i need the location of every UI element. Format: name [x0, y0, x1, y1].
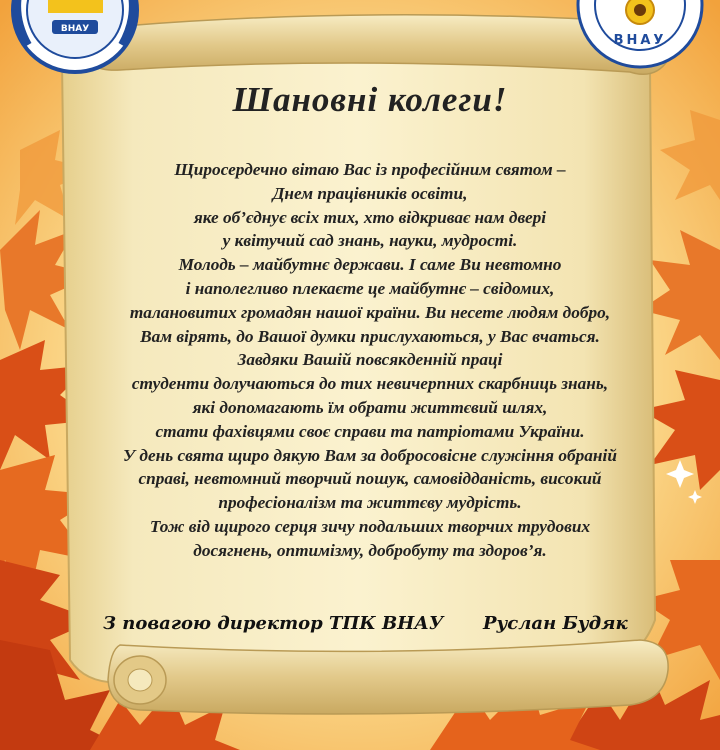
greeting-title: Шановні колеги! — [232, 80, 508, 119]
greeting-line: професіоналізм та життєву мудрість. — [218, 493, 522, 513]
left-emblem-text: ВНАУ — [60, 24, 90, 34]
greeting-line: які допомагають їм обрати життєвий шлях, — [192, 397, 548, 417]
greeting-body — [70, 158, 670, 563]
right-emblem-text: ВНАУ — [613, 33, 667, 48]
greeting-line: Тож від щирого серця зичу подальших творчих трудових — [149, 516, 591, 536]
greeting-line: у квітучий сад знань, науки, мудрості. — [222, 231, 518, 251]
signature-line: З повагою директор ТПК ВНАУ — [103, 613, 444, 634]
signer-name: Руслан Будяк — [483, 613, 628, 634]
greeting-line: досягнень, оптимізму, добробуту та здоров’я. — [193, 540, 547, 560]
greeting-line: справі, невтомний творчий пошук, самовідданість, високий — [138, 469, 602, 489]
greeting-line: Вам вірять, до Вашої думки прислухаються, у Вас вчаться. — [140, 326, 600, 346]
greeting-line: стати фахівцями своє справи та патріотами України. — [155, 421, 585, 441]
greeting-line: Щиросердечно вітаю Вас із професійним святом – — [174, 160, 566, 179]
greeting-line: У день свята щиро дякую Вам за добросовісне служіння обраній — [123, 445, 617, 465]
greeting-line: Молодь – майбутнє держави. І саме Ви невтомно — [178, 255, 562, 275]
greeting-line: талановитих громадян нашої країни. Ви несете людям добро, — [129, 302, 611, 322]
greeting-line: Днем працівників освіти, — [272, 183, 468, 203]
greeting-line: і наполегливо плекаєте це майбутнє – свідомих, — [185, 278, 555, 298]
greeting-line: яке об’єднує всіх тих, хто відкриває нам двері — [193, 207, 547, 227]
greeting-line: Завдяки Вашій повсякденній праці — [237, 350, 503, 370]
greeting-line: студенти долучаються до тих невичерпних скарбниць знань, — [131, 374, 609, 394]
